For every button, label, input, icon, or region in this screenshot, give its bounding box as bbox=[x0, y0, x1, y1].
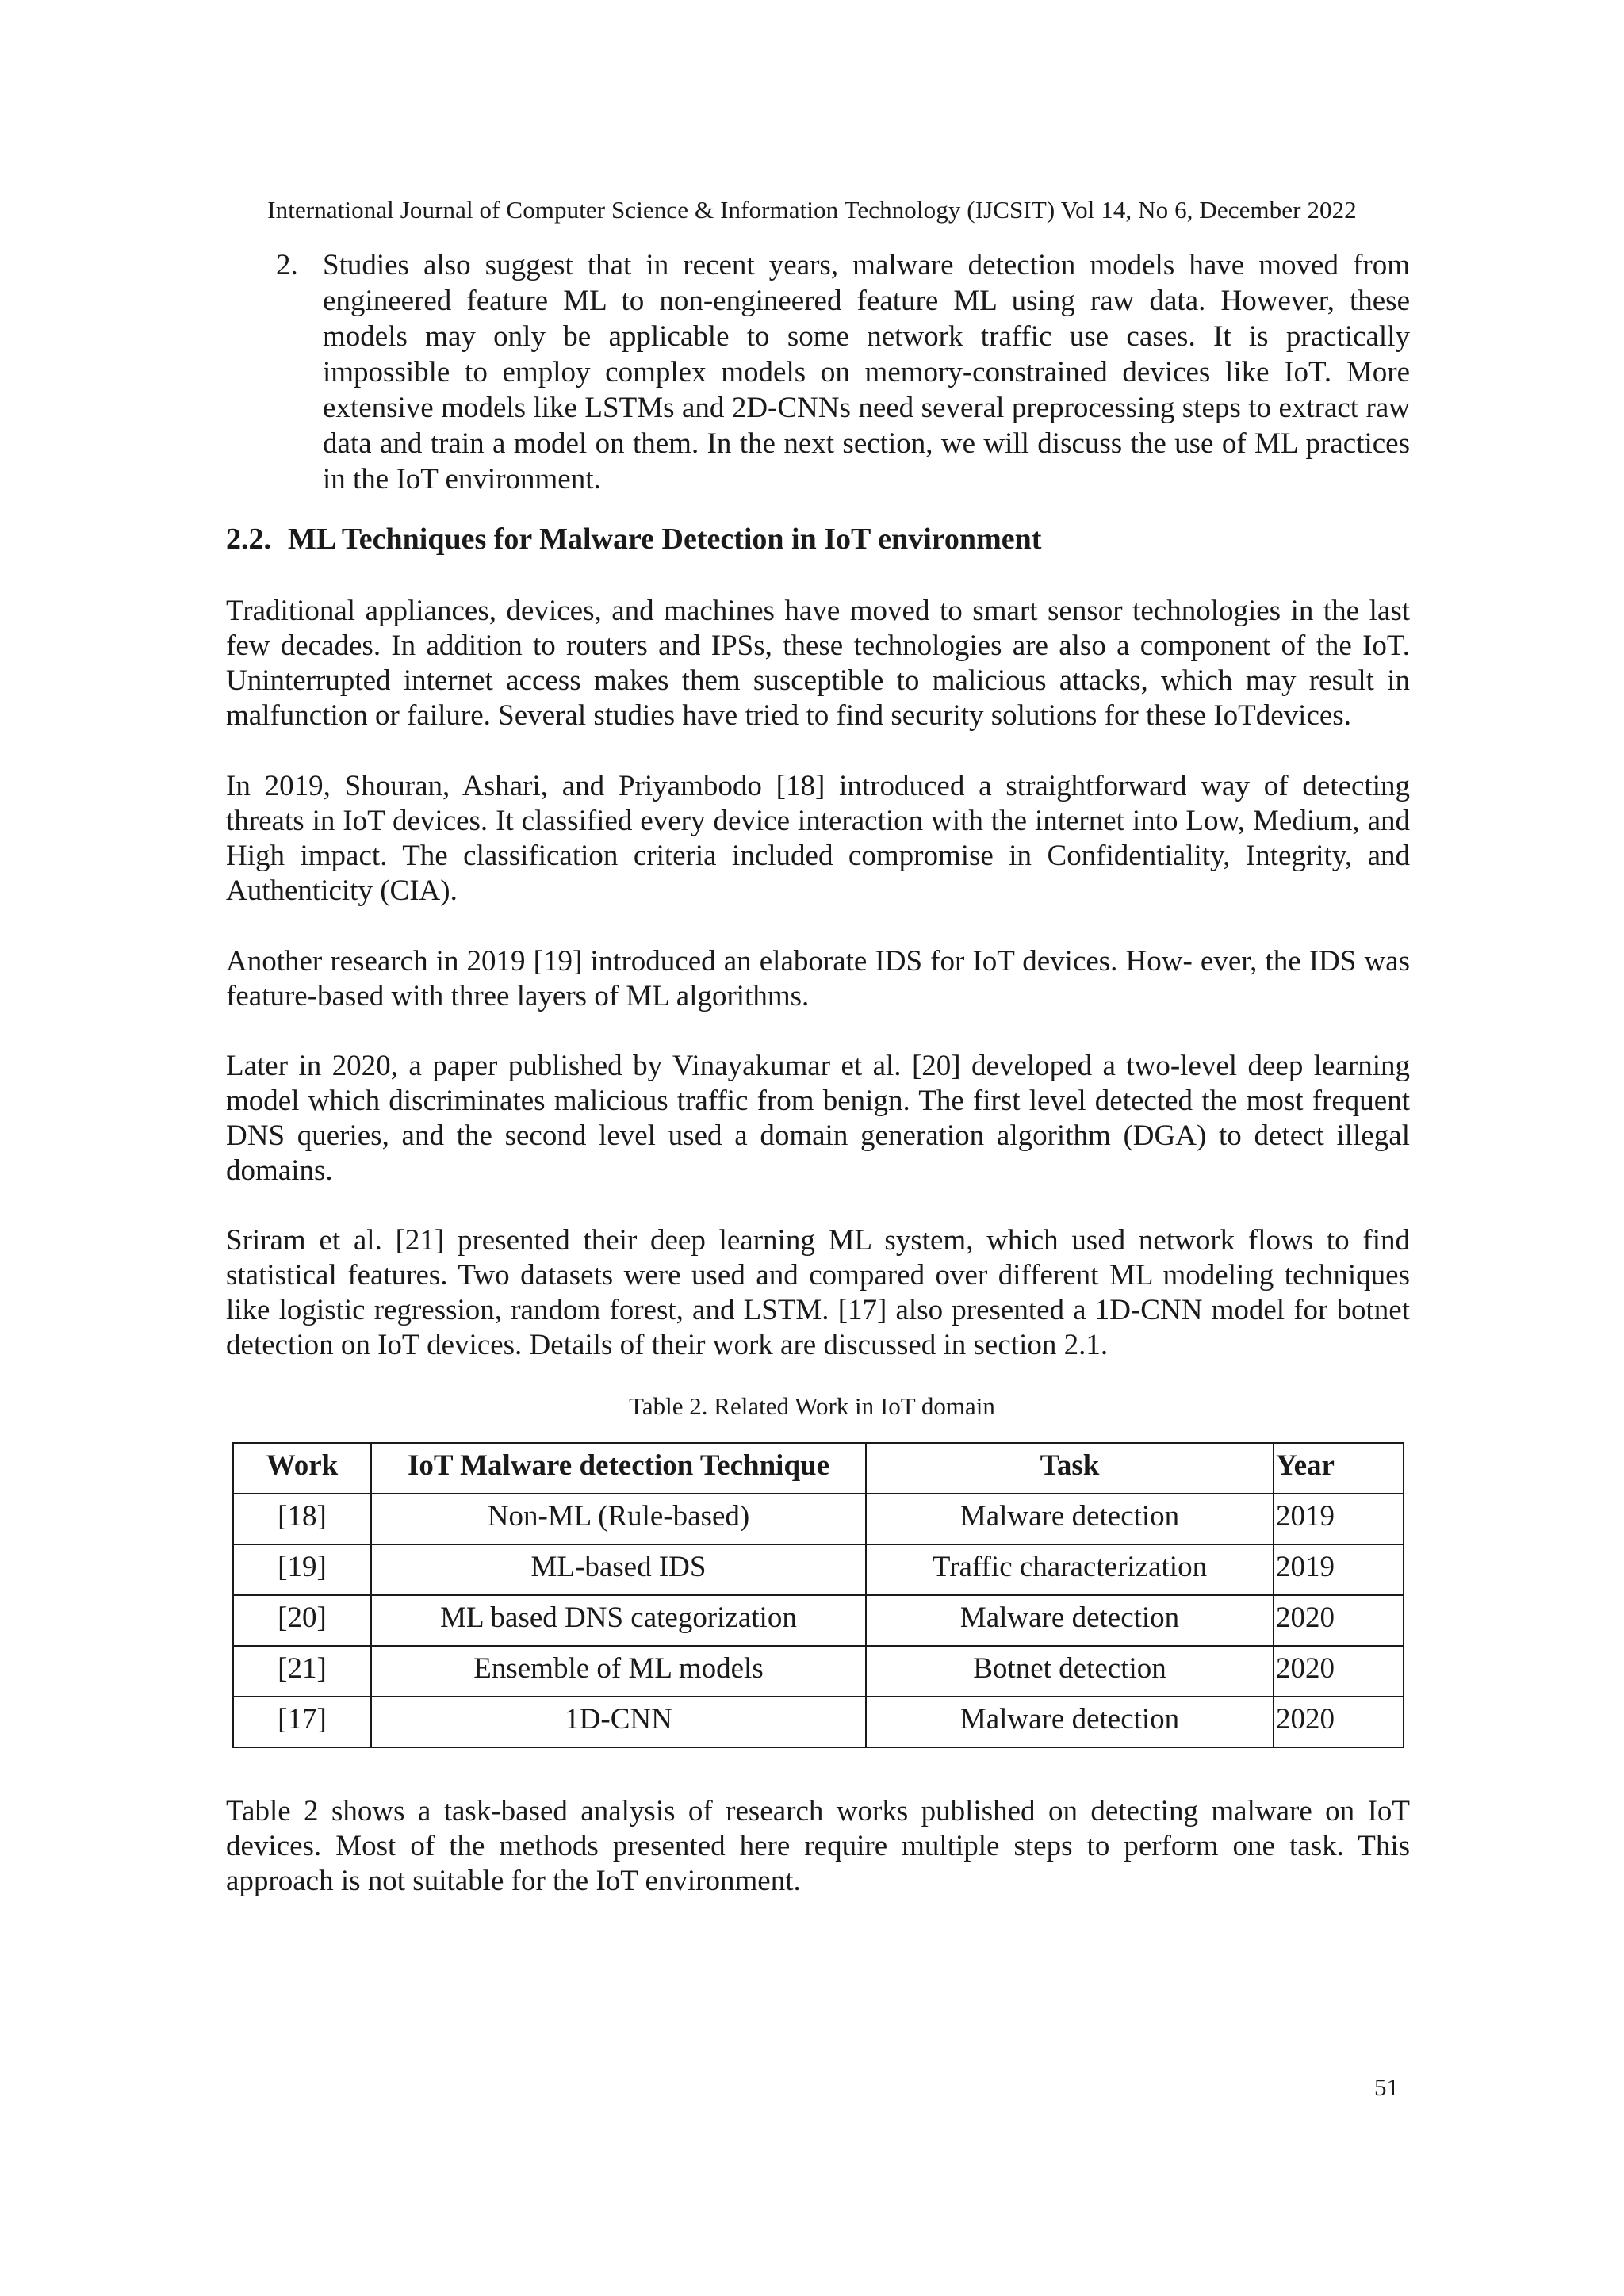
table-cell: Malware detection bbox=[866, 1595, 1274, 1646]
paragraph: Traditional appliances, devices, and machines have moved to smart sensor technologies in the last few decades. In addition to routers and IPSs, these technologies are also a component of the IoT. Uninterrupted internet access makes them susceptible to malicious attacks, which may result in malfunction or failure. Several studies have tried to find security solutions for these IoTdevices. bbox=[226, 595, 1410, 732]
table-cell: 2019 bbox=[1274, 1494, 1404, 1544]
column-header: Task bbox=[866, 1443, 1274, 1494]
column-header: Work bbox=[233, 1443, 371, 1494]
table-cell: Malware detection bbox=[866, 1494, 1274, 1544]
table-cell: 2020 bbox=[1274, 1595, 1404, 1646]
table-row bbox=[233, 1595, 1404, 1646]
table-cell: Botnet detection bbox=[866, 1646, 1274, 1697]
section-heading bbox=[226, 520, 1041, 558]
section-title: ML Techniques for Malware Detection in IoT environment bbox=[288, 522, 1042, 556]
table-cell: 2019 bbox=[1274, 1544, 1404, 1595]
table-cell: ML based DNS categorization bbox=[371, 1595, 866, 1646]
paragraph: Later in 2020, a paper published by Vinayakumar et al. [20] developed a two-level deep learning model which discriminates malicious traffic from benign. The first level detected the most frequent DNS queries, and the second level used a domain generation algorithm (DGA) to detect illegal domains. bbox=[226, 1050, 1410, 1187]
table-cell: [18] bbox=[233, 1494, 371, 1544]
list-item-number: 2. bbox=[276, 249, 298, 281]
paragraph: In 2019, Shouran, Ashari, and Priyambodo [18] introduced a straightforward way of detecting threats in IoT devices. It classified every device interaction with the internet into Low, Medium, and High impact. The classification criteria included compromise in Confidentiality, Integrity, and Authenticity (CIA). bbox=[226, 770, 1410, 907]
section-number: 2.2. bbox=[226, 522, 271, 556]
table-cell: Malware detection bbox=[866, 1697, 1274, 1747]
table-cell: Non-ML (Rule-based) bbox=[371, 1494, 866, 1544]
table-cell: 2020 bbox=[1274, 1646, 1404, 1697]
table-cell: 2020 bbox=[1274, 1697, 1404, 1747]
table-row bbox=[233, 1697, 1404, 1747]
table-cell: [19] bbox=[233, 1544, 371, 1595]
table-caption: Table 2. Related Work in IoT domain bbox=[629, 1392, 995, 1420]
table-cell: Traffic characterization bbox=[866, 1544, 1274, 1595]
table-cell: ML-based IDS bbox=[371, 1544, 866, 1595]
table-row bbox=[233, 1646, 1404, 1697]
table-cell: [20] bbox=[233, 1595, 371, 1646]
table-row bbox=[233, 1494, 1404, 1544]
running-header: International Journal of Computer Science & Information Technology (IJCSIT) Vol 14, No 6, December 2022 bbox=[267, 196, 1357, 224]
table-cell: 1D-CNN bbox=[371, 1697, 866, 1747]
paragraph: Another research in 2019 [19] introduced an elaborate IDS for IoT devices. How- ever, the IDS was feature-based with three layers of ML algorithms. bbox=[226, 945, 1410, 1012]
table-cell: [17] bbox=[233, 1697, 371, 1747]
paragraph: Table 2 shows a task-based analysis of research works published on detecting malware on IoT devices. Most of the methods presented here require multiple steps to perform one task. This approach is not suitable for the IoT environment. bbox=[226, 1795, 1410, 1897]
column-header: Year bbox=[1274, 1443, 1404, 1494]
list-item-text: Studies also suggest that in recent years, malware detection models have moved from engineered feature ML to non-engineered feature ML using raw data. However, these models may only be applicable to some network traffic use cases. It is practically impossible to employ complex models on memory-constrained devices like IoT. More extensive models like LSTMs and 2D-CNNs need several preprocessing steps to extract raw data and train a model on them. In the next section, we will discuss the use of ML practices in the IoT environment. bbox=[323, 249, 1410, 496]
page-number: 51 bbox=[1374, 2073, 1399, 2101]
table-header-row bbox=[233, 1443, 1404, 1494]
table-cell: [21] bbox=[233, 1646, 371, 1697]
table-cell: Ensemble of ML models bbox=[371, 1646, 866, 1697]
column-header: IoT Malware detection Technique bbox=[371, 1443, 866, 1494]
table-row bbox=[233, 1544, 1404, 1595]
paragraph: Sriram et al. [21] presented their deep learning ML system, which used network flows to find statistical features. Two datasets were used and compared over different ML modeling techniques like logistic regression, random forest, and LSTM. [17] also presented a 1D-CNN model for botnet detection on IoT devices. Details of their work are discussed in section 2.1. bbox=[226, 1224, 1410, 1361]
related-work-table bbox=[232, 1442, 1404, 1748]
